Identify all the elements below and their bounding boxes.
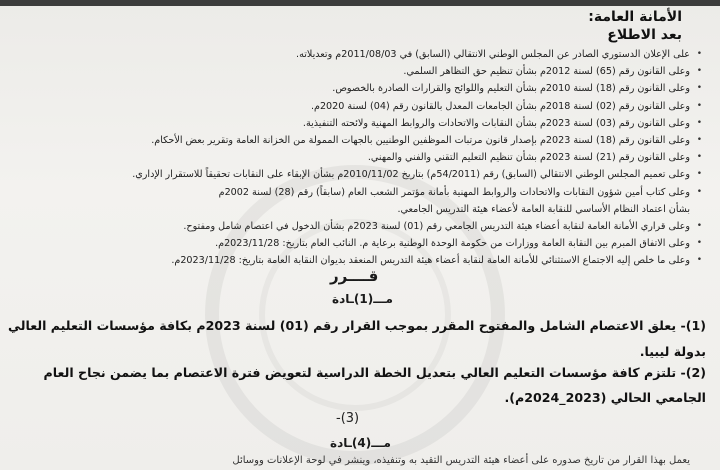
preamble-item: • وعلى القانون رقم (21) لسنة 2023م بشأن تنظيم التعليم التقني والفني والمهني. — [367, 152, 702, 164]
clause-2-line-1: (2)- تلتزم كافة مؤسسات التعليم العالي بتعديل الخطة الدراسية لتعويض فترة الاعتصام بما يضمن نجاح العام — [43, 365, 706, 380]
preamble-item: • وعلى القانون رقم (65) لسنة 2012م بشأن تنظيم حق التظاهر السلمي. — [403, 66, 702, 78]
preamble-item: • وعلى الاتفاق المبرم بين النقابة العامة ووزارات من حكومة الوحدة الوطنية برعاية م. النائب العام بتاريخ: 2023/11/28م. — [215, 238, 702, 250]
preamble-item: • على الإعلان الدستوري الصادر عن المجلس الوطني الانتقالي (السابق) في 2011/08/03م وتعديلاته. — [296, 49, 702, 60]
clause-1-line-2: بدولة ليبيا. — [639, 344, 706, 359]
preamble-item: • وعلى القانون رقم (18) لسنة 2023م بإصدار قانون مرتبات الموظفين الوطنيين بالجهات الممولة من الخزانة العامة وتقرير بعض الأحكام. — [151, 134, 702, 146]
preamble-item: • وعلى ما خلص إليه الاجتماع الاستثنائي للأمانة العامة لنقابة أعضاء هيئة التدريس المنعقد بديوان النقابة العامة بتاريخ: 2023/11/28م. — [171, 255, 702, 267]
preamble-item: • وعلى القانون رقم (03) لسنة 2023م بشأن النقابات والاتحادات والروابط المهنية ولائحته التنفيذية. — [302, 117, 702, 129]
preamble-item: • وعلى كتاب أمين شؤون النقابات والاتحادات والروابط المهنية بأمانة مؤتمر الشعب العام (سابقاً) رقم (28) لسنة 2002م — [218, 186, 702, 198]
decision-title: قــــرر — [330, 267, 379, 285]
clause-1-line-1: (1)- يعلق الاعتصام الشامل والمفتوح المقرر بموجب القرار رقم (01) لسنة 2023م بكافة مؤسسات التعليم العالي — [8, 318, 706, 333]
article-1-title: مـــ(1)ـادة — [332, 292, 393, 306]
preamble-item: • وعلى تعميم المجلس الوطني الانتقالي (السابق) رقم (54/2011م) بتاريخ 2010/11/02م بشأن الإبقاء على النقابات تحقيقاً للاستقرار الإداري. — [132, 169, 702, 181]
preamble-item: • وعلى قراري الأمانة العامة لنقابة أعضاء هيئة التدريس الجامعي رقم (01) لسنة 2023م بشأن الدخول في اعتصام شامل ومفتوح. — [183, 220, 702, 232]
preamble-list — [132, 46, 702, 269]
secretariat-heading: الأمانة العامة: — [588, 9, 682, 25]
after-review-heading: بعد الاطلاع — [607, 27, 682, 43]
clause-2-line-2: الجامعي الحالي (2023_2024م). — [504, 390, 706, 405]
preamble-item: • وعلى القانون رقم (02) لسنة 2018م بشأن الجامعات المعدل بالقانون رقم (04) لسنة 2020م. — [310, 100, 702, 112]
article-3-number: (3)- — [336, 411, 360, 426]
footer-clause-text: يعمل بهذا القرار من تاريخ صدوره على أعضاء هيئة التدريس التقيد به وتنفيذه، وينشر في لوحة الإعلانات ووسائل — [232, 455, 690, 466]
top-scan-edge — [0, 0, 720, 6]
preamble-item: • وعلى القانون رقم (18) لسنة 2010م بشأن التعليم واللوائح والقرارات الصادرة بالخصوص. — [332, 83, 702, 95]
preamble-item: بشأن اعتماد النظام الأساسي للنقابة العامة لأعضاء هيئة التدريس الجامعي. — [397, 203, 690, 215]
article-4-title: مـــ(4)ـادة — [330, 436, 391, 450]
